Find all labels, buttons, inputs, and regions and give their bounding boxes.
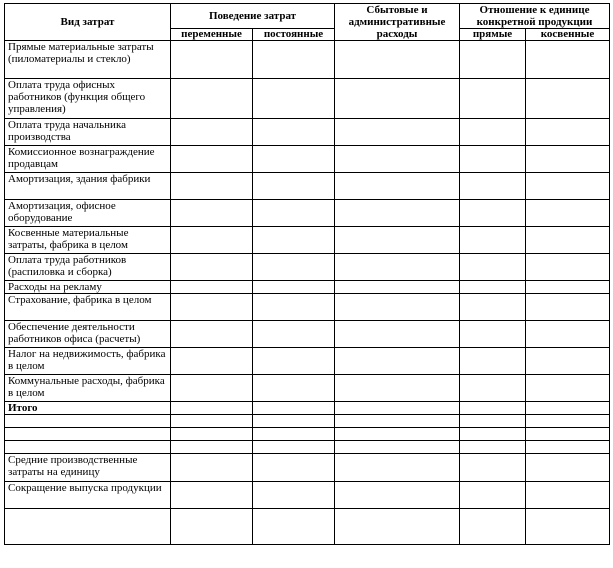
cell-sales-admin	[335, 348, 460, 375]
cost-classification-table	[4, 3, 610, 545]
cell-direct	[460, 281, 526, 294]
cell-fixed	[253, 321, 335, 348]
row-label: Страхование, фабрика в целом	[5, 294, 171, 321]
cell-direct	[460, 173, 526, 200]
cell-indirect	[526, 41, 610, 79]
header-direct: прямые	[460, 29, 526, 41]
cell-variable	[171, 281, 253, 294]
cell-variable	[171, 79, 253, 119]
cell-sales-admin	[335, 294, 460, 321]
cell-sales-admin	[335, 402, 460, 415]
cell-direct	[460, 146, 526, 173]
cell-fixed	[253, 79, 335, 119]
cell-variable	[171, 402, 253, 415]
cell-indirect	[526, 294, 610, 321]
cell-indirect	[526, 200, 610, 227]
row-label: Амортизация, офисное оборудование	[5, 200, 171, 227]
blank-cell	[5, 428, 171, 441]
cell-fixed	[253, 482, 335, 509]
cell-indirect	[526, 281, 610, 294]
row-label: Косвенные материальные затраты, фабрика в целом	[5, 227, 171, 254]
cell-sales-admin	[335, 428, 460, 441]
cell-fixed	[253, 402, 335, 415]
cell-indirect	[526, 428, 610, 441]
header-cost-behavior: Поведение затрат	[171, 4, 335, 29]
cell-fixed	[253, 281, 335, 294]
cell-direct	[460, 321, 526, 348]
row-label: Оплата труда работников (распиловка и сборка)	[5, 254, 171, 281]
header-indirect: косвенные	[526, 29, 610, 41]
cell-variable	[171, 294, 253, 321]
header-fixed: постоянные	[253, 29, 335, 41]
cell-sales-admin	[335, 321, 460, 348]
cell-variable	[171, 227, 253, 254]
cell-indirect	[526, 482, 610, 509]
cell-sales-admin	[335, 227, 460, 254]
cell-direct	[460, 441, 526, 454]
cell-variable	[171, 146, 253, 173]
cell-fixed	[253, 294, 335, 321]
cell-indirect	[526, 173, 610, 200]
cell-indirect	[526, 415, 610, 428]
cell-variable	[171, 200, 253, 227]
blank-cell	[5, 441, 171, 454]
cell-sales-admin	[335, 375, 460, 402]
blank-cell	[5, 415, 171, 428]
cell-variable	[171, 173, 253, 200]
cell-direct	[460, 41, 526, 79]
cell-fixed	[253, 454, 335, 482]
cell-fixed	[253, 41, 335, 79]
header-cost-type: Вид затрат	[5, 4, 171, 41]
cell-variable	[171, 441, 253, 454]
row-label: Налог на недвижимость, фабрика в целом	[5, 348, 171, 375]
row-label: Оплата труда начальника производства	[5, 119, 171, 146]
cell-direct	[460, 227, 526, 254]
cell-direct	[460, 454, 526, 482]
cell-variable	[171, 119, 253, 146]
cell-sales-admin	[335, 119, 460, 146]
cell-indirect	[526, 375, 610, 402]
cell-sales-admin	[335, 254, 460, 281]
cell-fixed	[253, 119, 335, 146]
cell-fixed	[253, 509, 335, 545]
cell-variable	[171, 254, 253, 281]
cell-variable	[171, 415, 253, 428]
cell-fixed	[253, 146, 335, 173]
cell-direct	[460, 482, 526, 509]
cell-indirect	[526, 227, 610, 254]
cell-variable	[171, 348, 253, 375]
cell-sales-admin	[335, 173, 460, 200]
cell-fixed	[253, 415, 335, 428]
cell-indirect	[526, 146, 610, 173]
header-variable: переменные	[171, 29, 253, 41]
cell-sales-admin	[335, 509, 460, 545]
cell-fixed	[253, 254, 335, 281]
cell-indirect	[526, 509, 610, 545]
cell-direct	[460, 415, 526, 428]
cell-indirect	[526, 348, 610, 375]
header-sales-admin: Сбытовые и административные расходы	[335, 4, 460, 41]
cell-sales-admin	[335, 281, 460, 294]
cell-variable	[171, 454, 253, 482]
row-label: Комиссионное вознаграждение продавцам	[5, 146, 171, 173]
cell-sales-admin	[335, 415, 460, 428]
cell-direct	[460, 402, 526, 415]
cell-indirect	[526, 321, 610, 348]
cell-direct	[460, 509, 526, 545]
row-label: Амортизация, здания фабрики	[5, 173, 171, 200]
cell-indirect	[526, 454, 610, 482]
cell-fixed	[253, 173, 335, 200]
cell-sales-admin	[335, 146, 460, 173]
cell-direct	[460, 294, 526, 321]
cell-direct	[460, 348, 526, 375]
cell-fixed	[253, 428, 335, 441]
cell-fixed	[253, 348, 335, 375]
cell-variable	[171, 428, 253, 441]
cell-direct	[460, 428, 526, 441]
cell-indirect	[526, 79, 610, 119]
cell-sales-admin	[335, 41, 460, 79]
cell-sales-admin	[335, 79, 460, 119]
cell-sales-admin	[335, 200, 460, 227]
cell-indirect	[526, 402, 610, 415]
cell-direct	[460, 375, 526, 402]
cell-indirect	[526, 254, 610, 281]
total-label: Итого	[5, 402, 171, 415]
cell-sales-admin	[335, 482, 460, 509]
row-label: Коммунальные расходы, фабрика в целом	[5, 375, 171, 402]
cell-variable	[171, 375, 253, 402]
cell-fixed	[253, 227, 335, 254]
cell-direct	[460, 119, 526, 146]
cell-direct	[460, 200, 526, 227]
cell-fixed	[253, 441, 335, 454]
row-label: Прямые материальные затраты (пиломатериалы и стекло)	[5, 41, 171, 79]
row-label: Расходы на рекламу	[5, 281, 171, 294]
cell-fixed	[253, 375, 335, 402]
cell-variable	[171, 41, 253, 79]
cell-fixed	[253, 200, 335, 227]
row-label: Средние производственные затраты на единицу	[5, 454, 171, 482]
cell-sales-admin	[335, 454, 460, 482]
row-label: Обеспечение деятельности работников офиса (расчеты)	[5, 321, 171, 348]
cell-indirect	[526, 119, 610, 146]
row-label: Сокращение выпуска продукции	[5, 482, 171, 509]
cell-variable	[171, 321, 253, 348]
blank-cell	[5, 509, 171, 545]
cell-sales-admin	[335, 441, 460, 454]
cell-direct	[460, 79, 526, 119]
cell-direct	[460, 254, 526, 281]
cell-indirect	[526, 441, 610, 454]
row-label: Оплата труда офисных работников (функция общего управления)	[5, 79, 171, 119]
cell-variable	[171, 482, 253, 509]
cell-variable	[171, 509, 253, 545]
header-unit-ratio: Отношение к единице конкретной продукции	[460, 4, 610, 29]
